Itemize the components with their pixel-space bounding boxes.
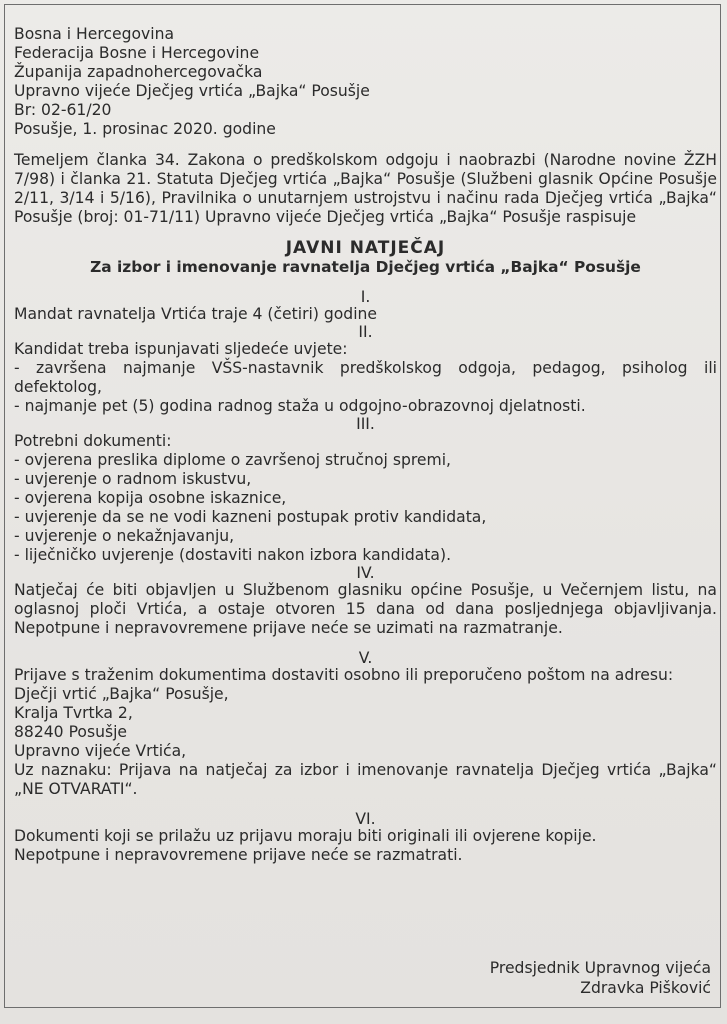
issuer-header: [14, 25, 717, 139]
section-2-lead: Kandidat treba ispunjavati sljedeće uvjete:: [14, 340, 348, 358]
address-line: 88240 Posušje: [14, 723, 128, 741]
notice-title: JAVNI NATJEČAJ: [285, 238, 446, 258]
address-line: Dječji vrtić „Bajka“ Posušje,: [14, 685, 229, 703]
list-item: - uvjerenje o nekažnjavanju,: [14, 527, 235, 545]
header-country: Bosna i Hercegovina: [14, 25, 175, 43]
section-5-number: V.: [358, 649, 373, 667]
section-6-text: Dokumenti koji se prilažu uz prijavu moraju biti originali ili ovjerene kopije.: [14, 827, 597, 845]
address-line: Kralja Tvrtka 2,: [14, 704, 133, 722]
header-reference-number: Br: 02-61/20: [14, 101, 112, 119]
signature-block: [490, 958, 711, 998]
section-5-lead: Prijave s traženim dokumentima dostaviti osobno ili preporučeno poštom na adresu:: [14, 666, 674, 684]
section-2-number: II.: [358, 323, 373, 341]
header-county: Županija zapadnohercegovačka: [14, 63, 263, 81]
legal-basis-paragraph: Temeljem članka 34. Zakona o predškolskom odgoju i naobrazbi (Narodne novine ŽZH 7/98) i članka 21. Statuta Dječjeg vrtića „Bajka“ Posušje (Službeni glasnik Općine Posušje 2/11, 3/14 i 5/16), Pravilnika o unutarnjem ustrojstvu i načinu rada Dječjeg vrtića „Bajka“ Posušje (broj: 01-71/11) Upravno vijeće Dječjeg vrtića „Bajka“ Posušje raspisuje: [14, 151, 717, 226]
list-item: - ovjerena preslika diplome o završenoj stručnoj spremi,: [14, 451, 451, 469]
signatory-name: Zdravka Pišković: [580, 979, 711, 997]
section-1-text: Mandat ravnatelja Vrtića traje 4 (četiri) godine: [14, 305, 378, 323]
section-6-number: VI.: [355, 810, 376, 828]
list-item: - liječničko uvjerenje (dostaviti nakon izbora kandidata).: [14, 546, 452, 564]
envelope-note: Uz naznaku: Prijava na natječaj za izbor i imenovanje ravnatelja Dječjeg vrtića „Bajka“ „NE OTVARATI“.: [14, 761, 717, 798]
notice-content: [14, 25, 717, 865]
signatory-title: Predsjednik Upravnog vijeća: [489, 959, 711, 977]
list-item: - uvjerenje o radnom iskustvu,: [14, 470, 252, 488]
documents-list: [14, 451, 717, 565]
section-6-text: Nepotpune i nepravovremene prijave neće se razmatrati.: [14, 846, 463, 864]
header-federation: Federacija Bosne i Hercegovine: [14, 44, 260, 62]
list-item: - ovjerena kopija osobne iskaznice,: [14, 489, 287, 507]
section-1-number: I.: [360, 288, 371, 306]
notice-subtitle: Za izbor i imenovanje ravnatelja Dječjeg vrtića „Bajka“ Posušje: [90, 258, 641, 276]
header-place-date: Posušje, 1. prosinac 2020. godine: [14, 120, 276, 138]
header-council: Upravno vijeće Dječjeg vrtića „Bajka“ Posušje: [14, 82, 370, 100]
section-4-text: Natječaj će biti objavljen u Službenom glasniku općine Posušje, u Večernjem listu, na oglasnoj ploči Vrtića, a ostaje otvoren 15 dana od dana posljednjega objavljivanja. Nepotpune i nepravovremene prijave neće se uzimati na razmatranje.: [14, 581, 717, 637]
list-item: - uvjerenje da se ne vodi kazneni postupak protiv kandidata,: [14, 508, 487, 526]
section-2-requirement-2: - najmanje pet (5) godina radnog staža u odgojno-obrazovnoj djelatnosti.: [14, 397, 586, 415]
section-3-number: III.: [356, 415, 375, 433]
section-4-number: IV.: [356, 564, 375, 582]
section-2-requirement-1: - završena najmanje VŠS-nastavnik predškolskog odgoja, pedagog, psiholog ili defektolog,: [14, 359, 717, 396]
section-3-lead: Potrebni dokumenti:: [14, 432, 172, 450]
address-line: Upravno vijeće Vrtića,: [14, 742, 187, 760]
